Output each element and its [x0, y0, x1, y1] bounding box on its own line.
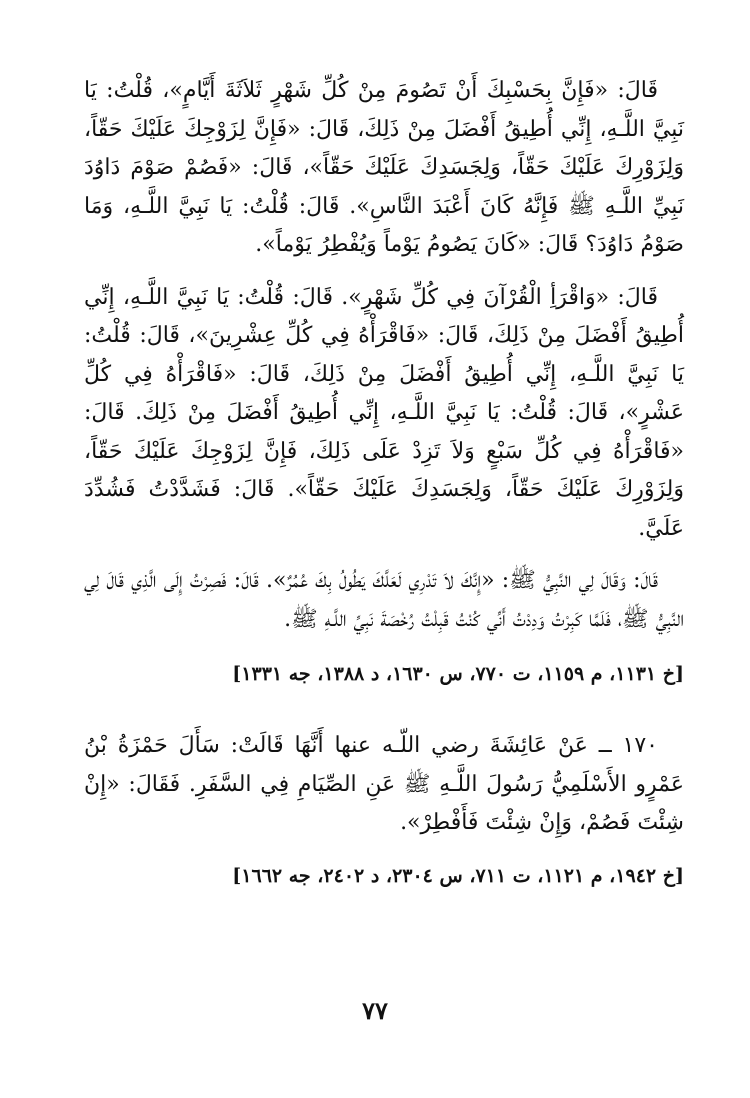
paragraph-fasting: قَالَ: «فَإِنَّ بِحَسْبِكَ أَنْ تَصُومَ مِنْ كُلِّ شَهْرٍ ثَلاَثَةَ أَيَّامٍ»، قُلْتُ: يَا نَبِيَّ اللَّـهِ، إِنِّي أُطِيقُ أَفْضَلَ مِنْ ذَلِكَ، قَالَ: «فَإِنَّ لِزَوْجِكَ عَلَيْكَ حَقّاً، وَلِزَوْرِكَ عَلَيْكَ حَقّاً، وَلِجَسَدِكَ عَلَيْكَ حَقّاً»، قَالَ: «فَصُمْ صَوْمَ دَاوُدَ نَبِيِّ اللَّـهِ ﷺ فَإِنَّهُ كَانَ أَعْبَدَ النَّاسِ». قَالَ: قُلْتُ: يَا نَبِيَّ اللَّـهِ، وَمَا صَوْمُ دَاوُدَ؟ قَالَ: «كَانَ يَصُومُ يَوْماً وَيُفْطِرُ يَوْماً». — [84, 78, 684, 257]
paragraph-quran-recitation: قَالَ: «وَاقْرَأِ الْقُرْآنَ فِي كُلِّ شَهْرٍ». قَالَ: قُلْتُ: يَا نَبِيَّ اللَّـهِ، إِنِّي أُطِيقُ أَفْضَلَ مِنْ ذَلِكَ، قَالَ: «فَاقْرَأْهُ فِي كُلِّ عِشْرِينَ»، قَالَ: قُلْتُ: يَا نَبِيَّ اللَّـهِ، إِنِّي أُطِيقُ أَفْضَلَ مِنْ ذَلِكَ، قَالَ: «فَاقْرَأْهُ فِي كُلِّ عَشْرٍ»، قَالَ: قُلْتُ: يَا نَبِيَّ اللَّـهِ، إِنِّي أُطِيقُ أَفْضَلَ مِنْ ذَلِكَ. قَالَ: «فَاقْرَأْهُ فِي كُلِّ سَبْعٍ وَلاَ تَزِدْ عَلَى ذَلِكَ، فَإِنَّ لِزَوْجِكَ عَلَيْكَ حَقّاً، وَلِزَوْرِكَ عَلَيْكَ حَقّاً، وَلِجَسَدِكَ عَلَيْكَ حَقّاً». قَالَ: فَشَدَّدْتُ فَشُدِّدَ عَلَيَّ. — [84, 284, 684, 541]
paragraph-long-life: قَالَ: وَقَالَ لِي النَّبِيُّ ﷺ: «إِنَّكَ لاَ تَدْرِي لَعَلَّكَ يَطُولُ بِكَ عُمُرٌ». قَالَ: فَصِرْتُ إِلَى الَّذِي قَالَ لِي النَّبِيُّ ﷺ، فَلَمَّا كَبِرْتُ وَدِدْتُ أَنِّي كُنْتُ قَبِلْتُ رُخْصَةَ نَبِيِّ اللَّـهِ ﷺ. — [84, 568, 684, 632]
reference-citation-2: [خ ١٩٤٢، م ١١٢١، ت ٧١١، س ٢٣٠٤، د ٢٤٠٢، جه ١٦٦٢] — [232, 864, 684, 887]
hadith-170: ١٧٠ ــ عَنْ عَائِشَةَ رضي اللّـه عنها أَنَّهَا قَالَتْ: سَأَلَ حَمْزَةُ بْنُ عَمْرٍو الأَسْلَمِيُّ رَسُولَ اللَّـهِ ﷺ عَنِ الصِّيَامِ فِي السَّفَرِ. فَقَالَ: «إِنْ شِئْتَ فَصُمْ، وَإِنْ شِئْتَ فَأَفْطِرْ». — [84, 733, 684, 835]
reference-citation-1: [خ ١١٣١، م ١١٥٩، ت ٧٧٠، س ١٦٣٠، د ١٣٨٨، جه ١٣٣١] — [232, 663, 684, 685]
page-body — [84, 72, 684, 891]
page-number: ٧٧ — [362, 996, 388, 1025]
